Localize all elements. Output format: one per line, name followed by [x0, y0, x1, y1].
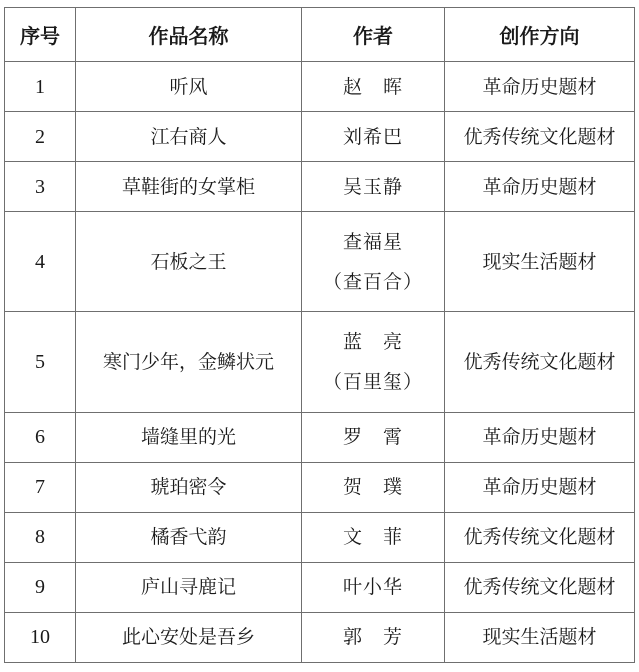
row-title: 石板之王: [76, 212, 302, 312]
author-pen-name: （百里玺）: [322, 370, 423, 393]
row-direction: 革命历史题材: [445, 412, 635, 462]
row-author: [302, 462, 445, 512]
table-row: [5, 212, 635, 312]
table-row: [5, 612, 635, 662]
row-direction: 优秀传统文化题材: [445, 112, 635, 162]
table-row: [5, 512, 635, 562]
row-author: [302, 212, 445, 312]
author-name: 赵 晖: [342, 75, 403, 98]
table-row: [5, 562, 635, 612]
header-row: [5, 8, 635, 62]
row-author: [302, 112, 445, 162]
row-index: 3: [5, 162, 76, 212]
row-index: 7: [5, 462, 76, 512]
row-title: 此心安处是吾乡: [76, 612, 302, 662]
author-name: 叶小华: [342, 576, 403, 599]
author-name: 郭 芳: [342, 626, 403, 649]
row-title: 江右商人: [76, 112, 302, 162]
row-title: 听风: [76, 62, 302, 112]
row-direction: 现实生活题材: [445, 212, 635, 312]
table-row: [5, 162, 635, 212]
author-name: 贺 璞: [342, 476, 403, 499]
row-title: 草鞋街的女掌柜: [76, 162, 302, 212]
author-name: 刘希巴: [342, 125, 403, 148]
header-direction: 创作方向: [445, 8, 635, 62]
row-direction: 优秀传统文化题材: [445, 562, 635, 612]
row-direction: 优秀传统文化题材: [445, 512, 635, 562]
row-author: [302, 562, 445, 612]
header-index: 序号: [5, 8, 76, 62]
table-row: [5, 312, 635, 412]
row-author: [302, 612, 445, 662]
author-name: 蓝 亮: [342, 330, 403, 353]
row-author: [302, 412, 445, 462]
header-author: 作者: [302, 8, 445, 62]
row-index: 1: [5, 62, 76, 112]
row-author: [302, 162, 445, 212]
row-title: 琥珀密令: [76, 462, 302, 512]
author-pen-name: （查百合）: [322, 270, 423, 293]
header-title: 作品名称: [76, 8, 302, 62]
author-name: 罗 霄: [342, 426, 403, 449]
works-table: [4, 7, 635, 663]
row-title: 庐山寻鹿记: [76, 562, 302, 612]
row-index: 9: [5, 562, 76, 612]
row-direction: 现实生活题材: [445, 612, 635, 662]
row-author: [302, 512, 445, 562]
row-direction: 革命历史题材: [445, 162, 635, 212]
row-direction: 革命历史题材: [445, 462, 635, 512]
row-index: 8: [5, 512, 76, 562]
row-title: 寒门少年，金鳞状元: [76, 312, 302, 412]
row-index: 5: [5, 312, 76, 412]
row-index: 4: [5, 212, 76, 312]
row-index: 10: [5, 612, 76, 662]
table-row: [5, 412, 635, 462]
row-index: 6: [5, 412, 76, 462]
author-name: 查福星: [342, 230, 403, 253]
row-direction: 革命历史题材: [445, 62, 635, 112]
row-direction: 优秀传统文化题材: [445, 312, 635, 412]
table-row: [5, 462, 635, 512]
row-author: [302, 62, 445, 112]
author-name: 吴玉静: [342, 175, 403, 198]
row-index: 2: [5, 112, 76, 162]
row-author: [302, 312, 445, 412]
table-row: [5, 112, 635, 162]
author-name: 文 菲: [342, 526, 403, 549]
table-row: [5, 62, 635, 112]
row-title: 墙缝里的光: [76, 412, 302, 462]
row-title: 橘香弋韵: [76, 512, 302, 562]
